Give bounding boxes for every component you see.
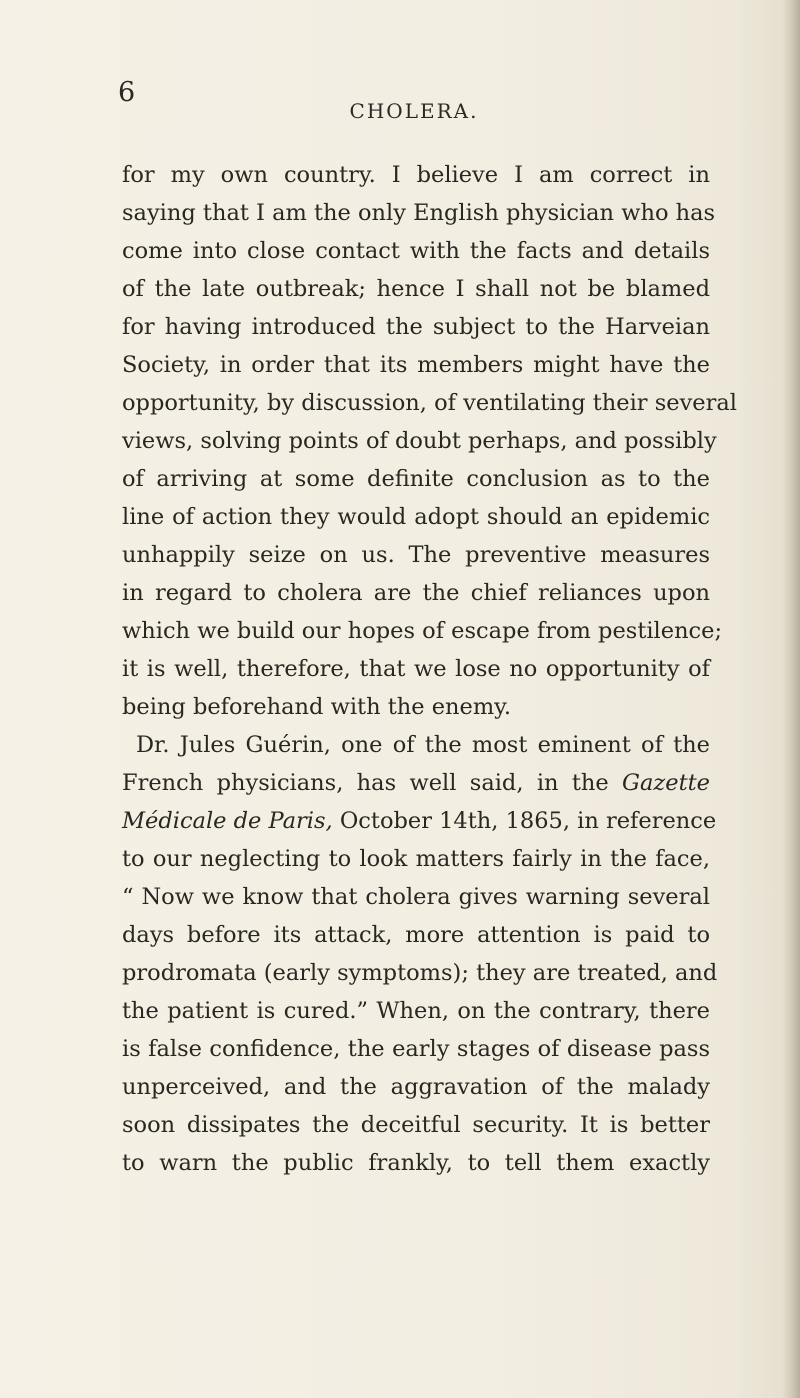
text-line: for my own country. I believe I am correct in bbox=[122, 162, 710, 188]
text-line: opportunity, by discussion, of ventilating their several bbox=[122, 390, 737, 416]
text-line: days before its attack, more attention is paid to bbox=[122, 922, 710, 948]
text-line-with-italic bbox=[122, 764, 710, 802]
text-line: Society, in order that its members might have the bbox=[122, 352, 710, 378]
paragraph-end-line: being beforehand with the enemy. bbox=[122, 694, 512, 720]
page-number: 6 bbox=[118, 77, 136, 108]
body-text bbox=[122, 156, 737, 1182]
text-line: which we build our hopes of escape from pestilence; bbox=[122, 618, 723, 644]
text-line: the patient is cured.” When, on the contrary, there bbox=[122, 998, 710, 1024]
text-line: of the late outbreak; hence I shall not be blamed bbox=[122, 276, 710, 302]
paragraph-start-line: Dr. Jules Guérin, one of the most eminent of the bbox=[136, 732, 710, 758]
text-line: prodromata (early symptoms); they are treated, and bbox=[122, 960, 718, 986]
text-line: of arriving at some definite conclusion as to the bbox=[122, 466, 710, 492]
page-edge-shadow bbox=[782, 0, 800, 1398]
text-line: unperceived, and the aggravation of the malady bbox=[122, 1074, 710, 1100]
running-title: CHOLERA. bbox=[349, 99, 479, 123]
text-line: for having introduced the subject to the Harveian bbox=[122, 314, 710, 340]
text-line: saying that I am the only English physician who has bbox=[122, 200, 716, 226]
journal-title-italic: Gazette bbox=[622, 770, 710, 796]
text-segment: October 14th, 1865, in reference bbox=[332, 808, 717, 834]
text-line: soon dissipates the deceitful security. It is better bbox=[122, 1112, 710, 1138]
text-line: it is well, therefore, that we lose no opportunity of bbox=[122, 656, 710, 682]
text-line: to our neglecting to look matters fairly in the face, bbox=[122, 846, 710, 872]
text-line: “ Now we know that cholera gives warning several bbox=[122, 884, 710, 910]
text-line: to warn the public frankly, to tell them exactly bbox=[122, 1150, 710, 1176]
text-segment: French physicians, has well said, in the bbox=[122, 770, 623, 796]
text-line: in regard to cholera are the chief reliances upon bbox=[122, 580, 710, 606]
journal-title-italic: Médicale de Paris, bbox=[122, 808, 333, 834]
text-line: is false confidence, the early stages of disease pass bbox=[122, 1036, 710, 1062]
text-line: line of action they would adopt should an epidemic bbox=[122, 504, 710, 530]
text-line: come into close contact with the facts and details bbox=[122, 238, 710, 264]
text-line: views, solving points of doubt perhaps, and possibly bbox=[122, 428, 717, 454]
text-line: unhappily seize on us. The preventive measures bbox=[122, 542, 710, 568]
text-line-with-italic bbox=[122, 802, 717, 840]
